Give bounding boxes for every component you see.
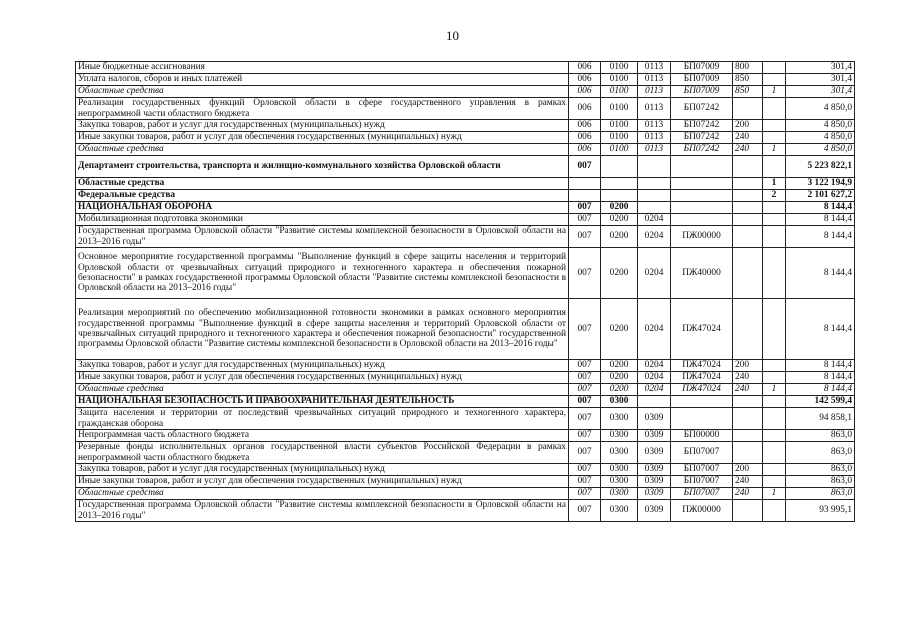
row-expense-type: 240 — [733, 372, 763, 384]
row-name: Иные закупки товаров, работ и услуг для обеспечения государственных (муниципальных) нужд — [76, 132, 569, 144]
row-expense-type — [733, 248, 763, 299]
row-section-code: 0200 — [601, 248, 638, 299]
row-section-code: 0300 — [601, 464, 638, 476]
row-ministry-code: 006 — [569, 98, 601, 120]
table-row — [76, 299, 855, 360]
row-amount: 863,0 — [786, 442, 855, 464]
row-ministry-code: 007 — [569, 202, 601, 214]
row-funding-source — [763, 442, 786, 464]
table-row — [76, 74, 855, 86]
row-funding-source — [763, 248, 786, 299]
row-subsection-code: 0309 — [638, 442, 671, 464]
row-funding-source — [763, 464, 786, 476]
table-row — [76, 156, 855, 178]
row-expense-type: 800 — [733, 62, 763, 74]
table-row — [76, 384, 855, 396]
row-name: Реализация государственных функций Орловской области в сфере государственного управления в рамках непрограммной части областного бюджета — [76, 98, 569, 120]
row-section-code: 0200 — [601, 226, 638, 248]
row-target-article: БП00000 — [671, 430, 733, 442]
row-subsection-code — [638, 396, 671, 408]
row-amount: 8 144,4 — [786, 214, 855, 226]
row-amount: 93 995,1 — [786, 500, 855, 522]
table-row — [76, 396, 855, 408]
table-row — [76, 248, 855, 299]
row-expense-type: 200 — [733, 464, 763, 476]
table-row — [76, 488, 855, 500]
table-row — [76, 178, 855, 190]
row-ministry-code: 007 — [569, 464, 601, 476]
row-target-article: БП07242 — [671, 132, 733, 144]
row-subsection-code: 0309 — [638, 476, 671, 488]
row-target-article: БП07007 — [671, 488, 733, 500]
row-name: Закупка товаров, работ и услуг для государственных (муниципальных) нужд — [76, 360, 569, 372]
table-row — [76, 500, 855, 522]
row-ministry-code: 007 — [569, 299, 601, 360]
row-section-code: 0300 — [601, 476, 638, 488]
row-funding-source — [763, 98, 786, 120]
row-amount: 2 101 627,2 — [786, 190, 855, 202]
row-amount: 8 144,4 — [786, 202, 855, 214]
row-ministry-code: 007 — [569, 488, 601, 500]
row-funding-source — [763, 132, 786, 144]
row-subsection-code — [638, 202, 671, 214]
row-name: Областные средства — [76, 488, 569, 500]
row-section-code: 0300 — [601, 488, 638, 500]
row-amount: 8 144,4 — [786, 360, 855, 372]
row-name: Уплата налогов, сборов и иных платежей — [76, 74, 569, 86]
table-row — [76, 442, 855, 464]
row-subsection-code — [638, 178, 671, 190]
row-ministry-code: 006 — [569, 144, 601, 156]
row-name: Закупка товаров, работ и услуг для государственных (муниципальных) нужд — [76, 464, 569, 476]
row-funding-source — [763, 396, 786, 408]
row-subsection-code: 0309 — [638, 464, 671, 476]
row-subsection-code: 0113 — [638, 86, 671, 98]
row-funding-source — [763, 408, 786, 430]
row-expense-type: 240 — [733, 132, 763, 144]
row-expense-type — [733, 226, 763, 248]
row-funding-source — [763, 360, 786, 372]
row-name: Закупка товаров, работ и услуг для государственных (муниципальных) нужд — [76, 120, 569, 132]
row-ministry-code: 007 — [569, 360, 601, 372]
row-subsection-code: 0113 — [638, 132, 671, 144]
row-ministry-code: 007 — [569, 384, 601, 396]
row-amount: 3 122 194,9 — [786, 178, 855, 190]
table-row — [76, 202, 855, 214]
row-target-article — [671, 202, 733, 214]
row-section-code — [601, 178, 638, 190]
row-section-code: 0300 — [601, 396, 638, 408]
page-number: 10 — [446, 28, 459, 43]
row-ministry-code — [569, 190, 601, 202]
row-amount: 301,4 — [786, 62, 855, 74]
row-subsection-code: 0113 — [638, 144, 671, 156]
row-ministry-code: 006 — [569, 120, 601, 132]
row-section-code: 0300 — [601, 500, 638, 522]
row-ministry-code: 006 — [569, 132, 601, 144]
row-section-code — [601, 190, 638, 202]
row-section-code: 0300 — [601, 442, 638, 464]
row-amount: 863,0 — [786, 476, 855, 488]
budget-table — [75, 61, 855, 522]
row-ministry-code: 007 — [569, 226, 601, 248]
row-ministry-code: 007 — [569, 156, 601, 178]
row-funding-source — [763, 226, 786, 248]
row-amount: 863,0 — [786, 430, 855, 442]
row-amount: 4 850,0 — [786, 132, 855, 144]
row-target-article — [671, 156, 733, 178]
row-target-article: БП07009 — [671, 86, 733, 98]
row-name: Государственная программа Орловской области "Развитие системы комплексной безопасности в Орловской области на 2013–2016 годы" — [76, 226, 569, 248]
row-name: Мобилизационная подготовка экономики — [76, 214, 569, 226]
row-target-article: БП07007 — [671, 476, 733, 488]
row-expense-type — [733, 500, 763, 522]
row-section-code: 0200 — [601, 214, 638, 226]
row-target-article — [671, 178, 733, 190]
row-target-article: БП07009 — [671, 62, 733, 74]
row-funding-source — [763, 214, 786, 226]
row-ministry-code: 007 — [569, 500, 601, 522]
row-funding-source: 1 — [763, 178, 786, 190]
row-subsection-code: 0309 — [638, 488, 671, 500]
row-ministry-code: 007 — [569, 442, 601, 464]
row-subsection-code: 0204 — [638, 226, 671, 248]
row-expense-type — [733, 430, 763, 442]
row-expense-type — [733, 214, 763, 226]
row-section-code: 0100 — [601, 132, 638, 144]
row-amount: 863,0 — [786, 464, 855, 476]
row-ministry-code: 007 — [569, 476, 601, 488]
row-expense-type — [733, 396, 763, 408]
row-subsection-code: 0204 — [638, 372, 671, 384]
row-target-article: ПЖ00000 — [671, 500, 733, 522]
row-target-article: БП07007 — [671, 442, 733, 464]
row-amount: 301,4 — [786, 74, 855, 86]
row-funding-source: 1 — [763, 144, 786, 156]
row-ministry-code: 007 — [569, 248, 601, 299]
table-row — [76, 144, 855, 156]
row-target-article: БП07009 — [671, 74, 733, 86]
row-name: Федеральные средства — [76, 190, 569, 202]
row-section-code: 0300 — [601, 408, 638, 430]
row-amount: 8 144,4 — [786, 248, 855, 299]
row-name: Областные средства — [76, 384, 569, 396]
row-subsection-code: 0113 — [638, 62, 671, 74]
row-amount: 8 144,4 — [786, 226, 855, 248]
row-expense-type — [733, 156, 763, 178]
table-row — [76, 226, 855, 248]
row-amount: 8 144,4 — [786, 384, 855, 396]
table-row — [76, 360, 855, 372]
row-ministry-code: 006 — [569, 62, 601, 74]
row-name: Основное мероприятие государственной программы "Выполнение функций в сфере защиты населения и территорий Орловской области от чрезвычайных ситуаций природного и техногенного характера и обеспечения пожарной безопасности" в рамках государственной программы Орловской области "Развитие системы комплексной безопасности в Орловской области на 2013–2016 годы" — [76, 248, 569, 299]
table-row — [76, 190, 855, 202]
row-section-code: 0100 — [601, 62, 638, 74]
row-amount: 4 850,0 — [786, 144, 855, 156]
table-row — [76, 464, 855, 476]
row-funding-source: 1 — [763, 488, 786, 500]
row-section-code: 0200 — [601, 202, 638, 214]
row-name: Иные бюджетные ассигнования — [76, 62, 569, 74]
row-name: Непрограммная часть областного бюджета — [76, 430, 569, 442]
row-section-code: 0200 — [601, 372, 638, 384]
row-section-code: 0200 — [601, 384, 638, 396]
row-expense-type: 200 — [733, 360, 763, 372]
row-funding-source — [763, 202, 786, 214]
row-name: Реализация мероприятий по обеспечению мобилизационной готовности экономики в рамках основного мероприятия государственной программы "Выполнение функций в сфере защиты населения и территорий Орловской области от чрезвычайных ситуаций природного и техногенного характера и обеспечения пожарной безопасности" государственной программы Орловской области "Развитие системы комплексной безопасности в Орловской области на 2013–2016 годы" — [76, 299, 569, 360]
row-ministry-code: 007 — [569, 430, 601, 442]
table-row — [76, 120, 855, 132]
row-section-code: 0100 — [601, 86, 638, 98]
row-subsection-code: 0204 — [638, 360, 671, 372]
row-name: Защита населения и территории от последствий чрезвычайных ситуаций природного и техногенного характера, гражданская оборона — [76, 408, 569, 430]
row-expense-type: 240 — [733, 144, 763, 156]
row-section-code: 0200 — [601, 360, 638, 372]
row-target-article: БП07007 — [671, 464, 733, 476]
table-row — [76, 476, 855, 488]
row-name: Государственная программа Орловской области "Развитие системы комплексной безопасности в Орловской области на 2013–2016 годы" — [76, 500, 569, 522]
row-section-code: 0100 — [601, 74, 638, 86]
row-ministry-code: 007 — [569, 214, 601, 226]
row-subsection-code: 0309 — [638, 430, 671, 442]
row-expense-type: 240 — [733, 488, 763, 500]
row-amount: 5 223 822,1 — [786, 156, 855, 178]
row-funding-source — [763, 430, 786, 442]
row-amount: 8 144,4 — [786, 299, 855, 360]
row-name: Иные закупки товаров, работ и услуг для обеспечения государственных (муниципальных) нужд — [76, 476, 569, 488]
row-expense-type: 850 — [733, 86, 763, 98]
row-subsection-code: 0309 — [638, 408, 671, 430]
row-name: Областные средства — [76, 178, 569, 190]
row-subsection-code: 0113 — [638, 98, 671, 120]
row-expense-type — [733, 202, 763, 214]
row-target-article — [671, 408, 733, 430]
row-target-article: БП07242 — [671, 98, 733, 120]
row-target-article — [671, 214, 733, 226]
row-name: НАЦИОНАЛЬНАЯ ОБОРОНА — [76, 202, 569, 214]
row-expense-type — [733, 442, 763, 464]
row-target-article — [671, 190, 733, 202]
row-target-article — [671, 396, 733, 408]
row-amount: 301,4 — [786, 86, 855, 98]
row-amount: 4 850,0 — [786, 120, 855, 132]
row-ministry-code: 006 — [569, 86, 601, 98]
row-section-code: 0100 — [601, 120, 638, 132]
row-amount: 142 599,4 — [786, 396, 855, 408]
row-name: Областные средства — [76, 86, 569, 98]
table-row — [76, 98, 855, 120]
row-section-code: 0100 — [601, 98, 638, 120]
row-amount: 863,0 — [786, 488, 855, 500]
row-expense-type — [733, 98, 763, 120]
row-ministry-code: 006 — [569, 74, 601, 86]
row-expense-type: 200 — [733, 120, 763, 132]
row-ministry-code — [569, 178, 601, 190]
row-target-article: БП07242 — [671, 144, 733, 156]
row-funding-source — [763, 372, 786, 384]
row-target-article: ПЖ47024 — [671, 299, 733, 360]
row-section-code: 0300 — [601, 430, 638, 442]
row-subsection-code: 0204 — [638, 299, 671, 360]
row-expense-type: 240 — [733, 384, 763, 396]
row-funding-source: 1 — [763, 384, 786, 396]
table-row — [76, 132, 855, 144]
row-section-code: 0100 — [601, 144, 638, 156]
row-funding-source — [763, 74, 786, 86]
row-expense-type — [733, 299, 763, 360]
row-funding-source — [763, 476, 786, 488]
row-subsection-code: 0113 — [638, 120, 671, 132]
row-ministry-code: 007 — [569, 372, 601, 384]
table-row — [76, 430, 855, 442]
row-name: Областные средства — [76, 144, 569, 156]
row-expense-type — [733, 190, 763, 202]
row-funding-source: 2 — [763, 190, 786, 202]
row-funding-source: 1 — [763, 86, 786, 98]
row-amount: 8 144,4 — [786, 372, 855, 384]
row-target-article: ПЖ47024 — [671, 384, 733, 396]
row-target-article: БП07242 — [671, 120, 733, 132]
table-row — [76, 372, 855, 384]
row-ministry-code: 007 — [569, 408, 601, 430]
row-target-article: ПЖ00000 — [671, 226, 733, 248]
table-row — [76, 86, 855, 98]
row-amount: 94 858,1 — [786, 408, 855, 430]
row-name: Департамент строительства, транспорта и жилищно-коммунального хозяйства Орловской области — [76, 156, 569, 178]
row-funding-source — [763, 120, 786, 132]
row-expense-type — [733, 178, 763, 190]
row-expense-type: 850 — [733, 74, 763, 86]
row-subsection-code: 0204 — [638, 384, 671, 396]
row-funding-source — [763, 156, 786, 178]
row-target-article: ПЖ47024 — [671, 360, 733, 372]
row-subsection-code: 0309 — [638, 500, 671, 522]
table-row — [76, 408, 855, 430]
row-name: Иные закупки товаров, работ и услуг для обеспечения государственных (муниципальных) нужд — [76, 372, 569, 384]
row-name: Резервные фонды исполнительных органов государственной власти субъектов Российской Федерации в рамках непрограммной части областного бюджета — [76, 442, 569, 464]
row-section-code — [601, 156, 638, 178]
row-funding-source — [763, 299, 786, 360]
row-section-code: 0200 — [601, 299, 638, 360]
row-subsection-code: 0204 — [638, 248, 671, 299]
row-subsection-code: 0204 — [638, 214, 671, 226]
row-name: НАЦИОНАЛЬНАЯ БЕЗОПАСНОСТЬ И ПРАВООХРАНИТЕЛЬНАЯ ДЕЯТЕЛЬНОСТЬ — [76, 396, 569, 408]
row-subsection-code — [638, 156, 671, 178]
row-funding-source — [763, 500, 786, 522]
row-funding-source — [763, 62, 786, 74]
row-subsection-code: 0113 — [638, 74, 671, 86]
row-amount: 4 850,0 — [786, 98, 855, 120]
row-expense-type — [733, 408, 763, 430]
table-row — [76, 214, 855, 226]
table-row — [76, 62, 855, 74]
row-target-article: ПЖ47024 — [671, 372, 733, 384]
row-subsection-code — [638, 190, 671, 202]
row-target-article: ПЖ40000 — [671, 248, 733, 299]
row-ministry-code: 007 — [569, 396, 601, 408]
row-expense-type: 240 — [733, 476, 763, 488]
